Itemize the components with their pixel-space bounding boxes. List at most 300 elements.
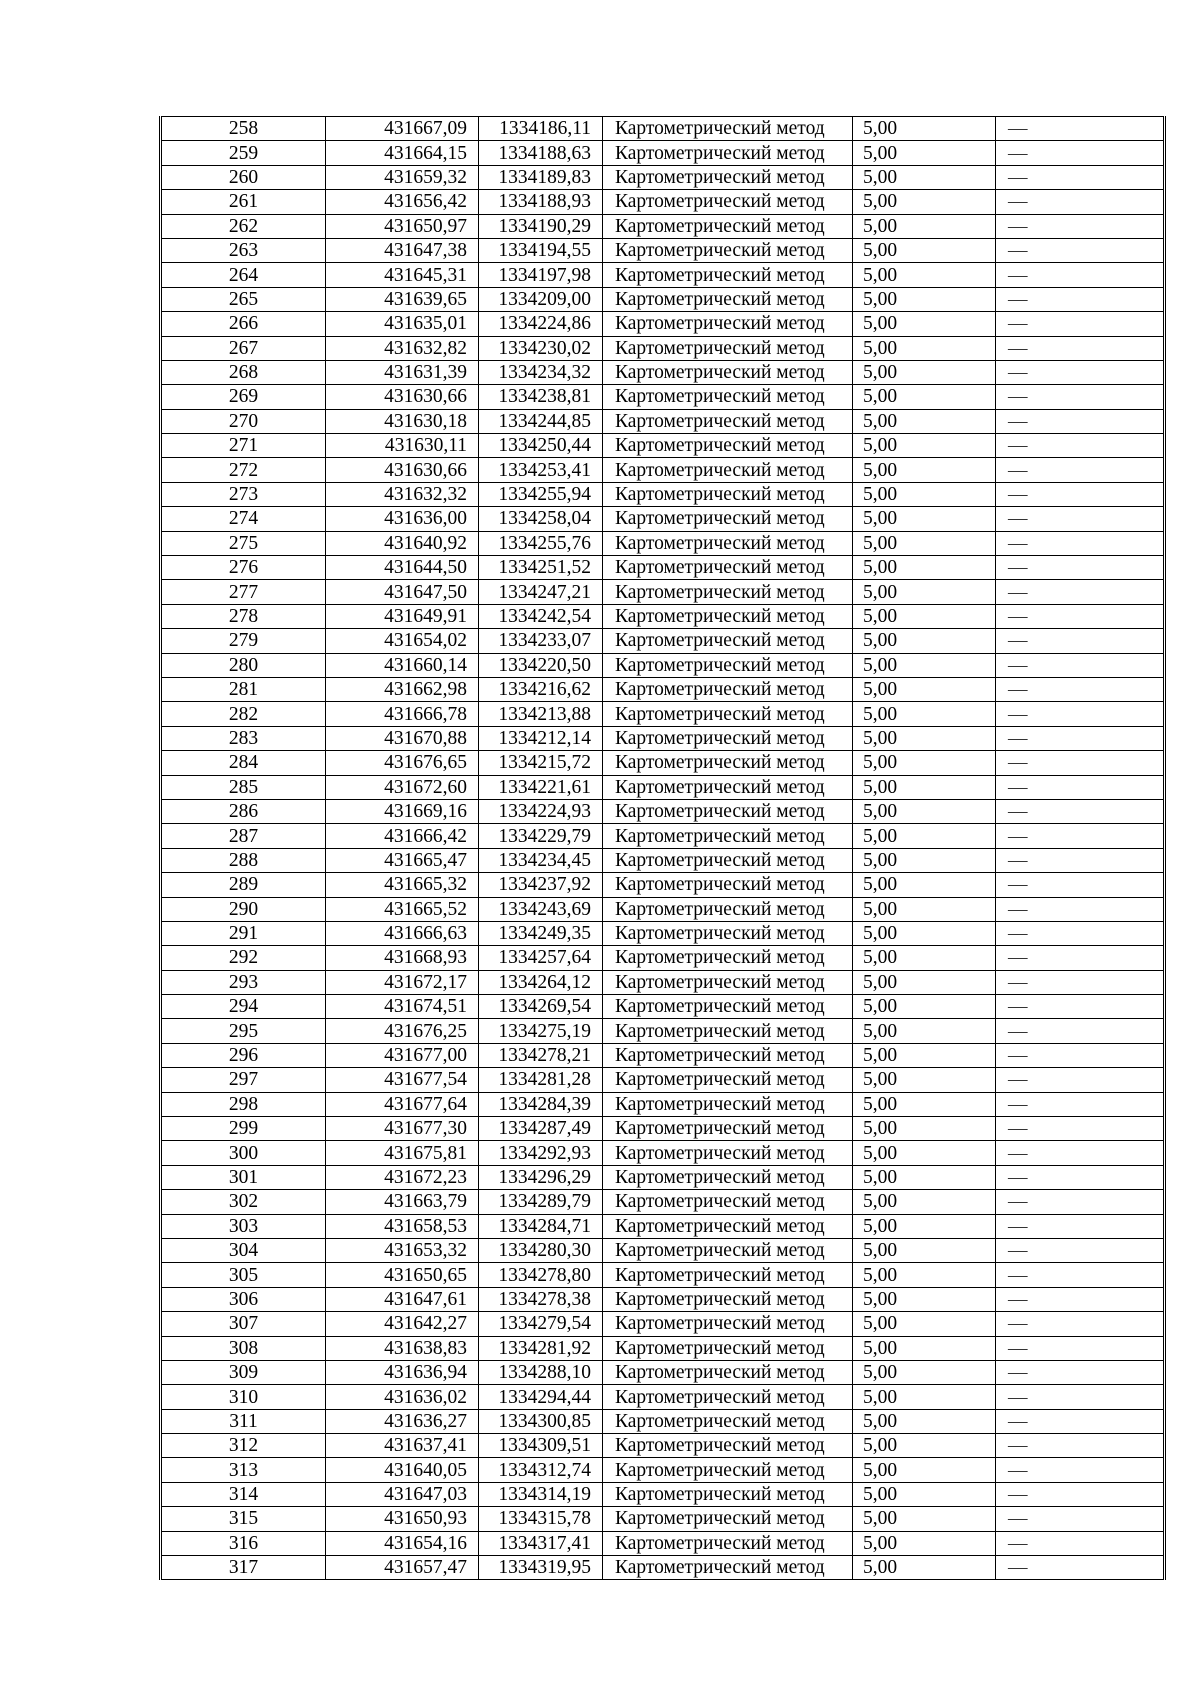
note-cell: — [996, 653, 1165, 677]
table-row [161, 458, 1165, 482]
note-cell: — [996, 1165, 1165, 1189]
y-coordinate-cell: 1334216,62 [479, 677, 603, 701]
accuracy-cell: 5,00 [853, 1287, 996, 1311]
note-cell: — [996, 1312, 1165, 1336]
x-coordinate-cell: 431630,18 [326, 409, 479, 433]
note-cell: — [996, 946, 1165, 970]
method-cell: Картометрический метод [603, 238, 853, 262]
x-coordinate-cell: 431665,47 [326, 848, 479, 872]
accuracy-cell: 5,00 [853, 117, 996, 141]
y-coordinate-cell: 1334249,35 [479, 921, 603, 945]
point-number-cell: 306 [161, 1287, 326, 1311]
point-number-cell: 311 [161, 1409, 326, 1433]
method-cell: Картометрический метод [603, 263, 853, 287]
x-coordinate-cell: 431654,16 [326, 1531, 479, 1555]
note-cell: — [996, 1458, 1165, 1482]
note-cell: — [996, 1141, 1165, 1165]
x-coordinate-cell: 431649,91 [326, 604, 479, 628]
y-coordinate-cell: 1334309,51 [479, 1434, 603, 1458]
x-coordinate-cell: 431636,00 [326, 507, 479, 531]
accuracy-cell: 5,00 [853, 1043, 996, 1067]
table-row [161, 263, 1165, 287]
method-cell: Картометрический метод [603, 629, 853, 653]
method-cell: Картометрический метод [603, 751, 853, 775]
table-row [161, 921, 1165, 945]
note-cell: — [996, 385, 1165, 409]
accuracy-cell: 5,00 [853, 995, 996, 1019]
accuracy-cell: 5,00 [853, 775, 996, 799]
accuracy-cell: 5,00 [853, 1190, 996, 1214]
method-cell: Картометрический метод [603, 824, 853, 848]
accuracy-cell: 5,00 [853, 165, 996, 189]
accuracy-cell: 5,00 [853, 1556, 996, 1580]
point-number-cell: 317 [161, 1556, 326, 1580]
method-cell: Картометрический метод [603, 1141, 853, 1165]
method-cell: Картометрический метод [603, 1556, 853, 1580]
point-number-cell: 292 [161, 946, 326, 970]
method-cell: Картометрический метод [603, 336, 853, 360]
y-coordinate-cell: 1334247,21 [479, 580, 603, 604]
y-coordinate-cell: 1334215,72 [479, 751, 603, 775]
y-coordinate-cell: 1334233,07 [479, 629, 603, 653]
method-cell: Картометрический метод [603, 434, 853, 458]
accuracy-cell: 5,00 [853, 799, 996, 823]
point-number-cell: 266 [161, 312, 326, 336]
y-coordinate-cell: 1334250,44 [479, 434, 603, 458]
note-cell: — [996, 1092, 1165, 1116]
note-cell: — [996, 702, 1165, 726]
accuracy-cell: 5,00 [853, 458, 996, 482]
note-cell: — [996, 190, 1165, 214]
method-cell: Картометрический метод [603, 775, 853, 799]
x-coordinate-cell: 431636,94 [326, 1360, 479, 1384]
point-number-cell: 285 [161, 775, 326, 799]
point-number-cell: 304 [161, 1238, 326, 1262]
accuracy-cell: 5,00 [853, 360, 996, 384]
table-row [161, 385, 1165, 409]
method-cell: Картометрический метод [603, 1019, 853, 1043]
y-coordinate-cell: 1334312,74 [479, 1458, 603, 1482]
table-row [161, 360, 1165, 384]
accuracy-cell: 5,00 [853, 1092, 996, 1116]
accuracy-cell: 5,00 [853, 238, 996, 262]
y-coordinate-cell: 1334292,93 [479, 1141, 603, 1165]
accuracy-cell: 5,00 [853, 873, 996, 897]
point-number-cell: 265 [161, 287, 326, 311]
note-cell: — [996, 1482, 1165, 1506]
point-number-cell: 258 [161, 117, 326, 141]
point-number-cell: 264 [161, 263, 326, 287]
accuracy-cell: 5,00 [853, 580, 996, 604]
y-coordinate-cell: 1334242,54 [479, 604, 603, 628]
table-row [161, 336, 1165, 360]
point-number-cell: 267 [161, 336, 326, 360]
point-number-cell: 259 [161, 141, 326, 165]
method-cell: Картометрический метод [603, 897, 853, 921]
y-coordinate-cell: 1334255,94 [479, 482, 603, 506]
y-coordinate-cell: 1334257,64 [479, 946, 603, 970]
note-cell: — [996, 1190, 1165, 1214]
method-cell: Картометрический метод [603, 1409, 853, 1433]
table-row [161, 1190, 1165, 1214]
accuracy-cell: 5,00 [853, 677, 996, 701]
x-coordinate-cell: 431656,42 [326, 190, 479, 214]
note-cell: — [996, 1336, 1165, 1360]
y-coordinate-cell: 1334296,29 [479, 1165, 603, 1189]
method-cell: Картометрический метод [603, 799, 853, 823]
point-number-cell: 293 [161, 970, 326, 994]
y-coordinate-cell: 1334188,63 [479, 141, 603, 165]
table-row [161, 1507, 1165, 1531]
x-coordinate-cell: 431676,65 [326, 751, 479, 775]
method-cell: Картометрический метод [603, 531, 853, 555]
y-coordinate-cell: 1334294,44 [479, 1385, 603, 1409]
table-row [161, 751, 1165, 775]
accuracy-cell: 5,00 [853, 702, 996, 726]
accuracy-cell: 5,00 [853, 312, 996, 336]
point-number-cell: 260 [161, 165, 326, 189]
y-coordinate-cell: 1334224,86 [479, 312, 603, 336]
method-cell: Картометрический метод [603, 1287, 853, 1311]
table-row [161, 214, 1165, 238]
note-cell: — [996, 1531, 1165, 1555]
note-cell: — [996, 141, 1165, 165]
note-cell: — [996, 507, 1165, 531]
point-number-cell: 297 [161, 1068, 326, 1092]
x-coordinate-cell: 431667,09 [326, 117, 479, 141]
accuracy-cell: 5,00 [853, 726, 996, 750]
x-coordinate-cell: 431668,93 [326, 946, 479, 970]
method-cell: Картометрический метод [603, 141, 853, 165]
accuracy-cell: 5,00 [853, 897, 996, 921]
x-coordinate-cell: 431645,31 [326, 263, 479, 287]
point-number-cell: 281 [161, 677, 326, 701]
note-cell: — [996, 1263, 1165, 1287]
method-cell: Картометрический метод [603, 580, 853, 604]
x-coordinate-cell: 431664,15 [326, 141, 479, 165]
note-cell: — [996, 214, 1165, 238]
method-cell: Картометрический метод [603, 921, 853, 945]
accuracy-cell: 5,00 [853, 970, 996, 994]
y-coordinate-cell: 1334315,78 [479, 1507, 603, 1531]
note-cell: — [996, 580, 1165, 604]
x-coordinate-cell: 431677,30 [326, 1117, 479, 1141]
point-number-cell: 284 [161, 751, 326, 775]
y-coordinate-cell: 1334234,32 [479, 360, 603, 384]
accuracy-cell: 5,00 [853, 1531, 996, 1555]
coordinates-table [159, 116, 1166, 1580]
note-cell: — [996, 897, 1165, 921]
table-row [161, 507, 1165, 531]
x-coordinate-cell: 431670,88 [326, 726, 479, 750]
point-number-cell: 289 [161, 873, 326, 897]
accuracy-cell: 5,00 [853, 824, 996, 848]
x-coordinate-cell: 431662,98 [326, 677, 479, 701]
point-number-cell: 302 [161, 1190, 326, 1214]
accuracy-cell: 5,00 [853, 604, 996, 628]
method-cell: Картометрический метод [603, 995, 853, 1019]
y-coordinate-cell: 1334186,11 [479, 117, 603, 141]
x-coordinate-cell: 431636,27 [326, 1409, 479, 1433]
y-coordinate-cell: 1334224,93 [479, 799, 603, 823]
x-coordinate-cell: 431640,05 [326, 1458, 479, 1482]
point-number-cell: 276 [161, 556, 326, 580]
table-row [161, 287, 1165, 311]
note-cell: — [996, 1043, 1165, 1067]
y-coordinate-cell: 1334220,50 [479, 653, 603, 677]
method-cell: Картометрический метод [603, 117, 853, 141]
point-number-cell: 310 [161, 1385, 326, 1409]
method-cell: Картометрический метод [603, 1092, 853, 1116]
x-coordinate-cell: 431640,92 [326, 531, 479, 555]
point-number-cell: 263 [161, 238, 326, 262]
point-number-cell: 275 [161, 531, 326, 555]
table-row [161, 1409, 1165, 1433]
point-number-cell: 316 [161, 1531, 326, 1555]
x-coordinate-cell: 431632,82 [326, 336, 479, 360]
x-coordinate-cell: 431650,97 [326, 214, 479, 238]
method-cell: Картометрический метод [603, 946, 853, 970]
table-row [161, 604, 1165, 628]
x-coordinate-cell: 431631,39 [326, 360, 479, 384]
x-coordinate-cell: 431666,78 [326, 702, 479, 726]
table-row [161, 1385, 1165, 1409]
point-number-cell: 280 [161, 653, 326, 677]
note-cell: — [996, 1507, 1165, 1531]
point-number-cell: 290 [161, 897, 326, 921]
x-coordinate-cell: 431658,53 [326, 1214, 479, 1238]
method-cell: Картометрический метод [603, 1360, 853, 1384]
method-cell: Картометрический метод [603, 702, 853, 726]
note-cell: — [996, 604, 1165, 628]
point-number-cell: 299 [161, 1117, 326, 1141]
table-row [161, 726, 1165, 750]
accuracy-cell: 5,00 [853, 141, 996, 165]
method-cell: Картометрический метод [603, 1068, 853, 1092]
accuracy-cell: 5,00 [853, 385, 996, 409]
x-coordinate-cell: 431642,27 [326, 1312, 479, 1336]
point-number-cell: 271 [161, 434, 326, 458]
table-row [161, 312, 1165, 336]
accuracy-cell: 5,00 [853, 556, 996, 580]
method-cell: Картометрический метод [603, 848, 853, 872]
method-cell: Картометрический метод [603, 482, 853, 506]
y-coordinate-cell: 1334281,92 [479, 1336, 603, 1360]
x-coordinate-cell: 431677,64 [326, 1092, 479, 1116]
point-number-cell: 268 [161, 360, 326, 384]
point-number-cell: 313 [161, 1458, 326, 1482]
table-row [161, 1238, 1165, 1262]
table-row [161, 117, 1165, 141]
x-coordinate-cell: 431665,52 [326, 897, 479, 921]
note-cell: — [996, 775, 1165, 799]
y-coordinate-cell: 1334209,00 [479, 287, 603, 311]
table-row [161, 1092, 1165, 1116]
note-cell: — [996, 848, 1165, 872]
x-coordinate-cell: 431647,38 [326, 238, 479, 262]
point-number-cell: 308 [161, 1336, 326, 1360]
y-coordinate-cell: 1334255,76 [479, 531, 603, 555]
accuracy-cell: 5,00 [853, 921, 996, 945]
y-coordinate-cell: 1334213,88 [479, 702, 603, 726]
note-cell: — [996, 287, 1165, 311]
point-number-cell: 283 [161, 726, 326, 750]
y-coordinate-cell: 1334281,28 [479, 1068, 603, 1092]
accuracy-cell: 5,00 [853, 531, 996, 555]
y-coordinate-cell: 1334317,41 [479, 1531, 603, 1555]
x-coordinate-cell: 431647,03 [326, 1482, 479, 1506]
note-cell: — [996, 1068, 1165, 1092]
note-cell: — [996, 238, 1165, 262]
x-coordinate-cell: 431657,47 [326, 1556, 479, 1580]
table-row [161, 531, 1165, 555]
point-number-cell: 282 [161, 702, 326, 726]
accuracy-cell: 5,00 [853, 1263, 996, 1287]
table-row [161, 1531, 1165, 1555]
y-coordinate-cell: 1334278,21 [479, 1043, 603, 1067]
note-cell: — [996, 165, 1165, 189]
table-row [161, 824, 1165, 848]
method-cell: Картометрический метод [603, 1482, 853, 1506]
x-coordinate-cell: 431630,66 [326, 458, 479, 482]
note-cell: — [996, 873, 1165, 897]
point-number-cell: 261 [161, 190, 326, 214]
note-cell: — [996, 1385, 1165, 1409]
method-cell: Картометрический метод [603, 1214, 853, 1238]
method-cell: Картометрический метод [603, 653, 853, 677]
method-cell: Картометрический метод [603, 312, 853, 336]
y-coordinate-cell: 1334194,55 [479, 238, 603, 262]
method-cell: Картометрический метод [603, 1434, 853, 1458]
note-cell: — [996, 921, 1165, 945]
note-cell: — [996, 458, 1165, 482]
note-cell: — [996, 1360, 1165, 1384]
method-cell: Картометрический метод [603, 604, 853, 628]
point-number-cell: 279 [161, 629, 326, 653]
note-cell: — [996, 629, 1165, 653]
y-coordinate-cell: 1334212,14 [479, 726, 603, 750]
accuracy-cell: 5,00 [853, 1117, 996, 1141]
x-coordinate-cell: 431672,17 [326, 970, 479, 994]
table-row [161, 409, 1165, 433]
note-cell: — [996, 556, 1165, 580]
x-coordinate-cell: 431659,32 [326, 165, 479, 189]
table-row [161, 165, 1165, 189]
note-cell: — [996, 1019, 1165, 1043]
x-coordinate-cell: 431632,32 [326, 482, 479, 506]
accuracy-cell: 5,00 [853, 1312, 996, 1336]
method-cell: Картометрический метод [603, 1117, 853, 1141]
method-cell: Картометрический метод [603, 1385, 853, 1409]
y-coordinate-cell: 1334229,79 [479, 824, 603, 848]
x-coordinate-cell: 431663,79 [326, 1190, 479, 1214]
y-coordinate-cell: 1334284,39 [479, 1092, 603, 1116]
note-cell: — [996, 970, 1165, 994]
note-cell: — [996, 312, 1165, 336]
point-number-cell: 300 [161, 1141, 326, 1165]
x-coordinate-cell: 431654,02 [326, 629, 479, 653]
y-coordinate-cell: 1334189,83 [479, 165, 603, 189]
x-coordinate-cell: 431665,32 [326, 873, 479, 897]
x-coordinate-cell: 431677,54 [326, 1068, 479, 1092]
x-coordinate-cell: 431660,14 [326, 653, 479, 677]
table-row [161, 995, 1165, 1019]
table-row [161, 1556, 1165, 1580]
table-row [161, 1458, 1165, 1482]
accuracy-cell: 5,00 [853, 214, 996, 238]
method-cell: Картометрический метод [603, 409, 853, 433]
y-coordinate-cell: 1334258,04 [479, 507, 603, 531]
table-row [161, 775, 1165, 799]
point-number-cell: 291 [161, 921, 326, 945]
table-row [161, 556, 1165, 580]
x-coordinate-cell: 431666,63 [326, 921, 479, 945]
point-number-cell: 262 [161, 214, 326, 238]
note-cell: — [996, 1434, 1165, 1458]
method-cell: Картометрический метод [603, 287, 853, 311]
table-row [161, 1360, 1165, 1384]
method-cell: Картометрический метод [603, 677, 853, 701]
note-cell: — [996, 360, 1165, 384]
note-cell: — [996, 1117, 1165, 1141]
accuracy-cell: 5,00 [853, 1458, 996, 1482]
accuracy-cell: 5,00 [853, 190, 996, 214]
table-row [161, 190, 1165, 214]
table-row [161, 1068, 1165, 1092]
x-coordinate-cell: 431636,02 [326, 1385, 479, 1409]
x-coordinate-cell: 431675,81 [326, 1141, 479, 1165]
point-number-cell: 305 [161, 1263, 326, 1287]
point-number-cell: 315 [161, 1507, 326, 1531]
x-coordinate-cell: 431647,50 [326, 580, 479, 604]
note-cell: — [996, 336, 1165, 360]
table-row [161, 580, 1165, 604]
note-cell: — [996, 434, 1165, 458]
note-cell: — [996, 1287, 1165, 1311]
x-coordinate-cell: 431637,41 [326, 1434, 479, 1458]
method-cell: Картометрический метод [603, 1507, 853, 1531]
x-coordinate-cell: 431630,11 [326, 434, 479, 458]
y-coordinate-cell: 1334314,19 [479, 1482, 603, 1506]
method-cell: Картометрический метод [603, 1238, 853, 1262]
method-cell: Картометрический метод [603, 1531, 853, 1555]
note-cell: — [996, 1214, 1165, 1238]
method-cell: Картометрический метод [603, 1336, 853, 1360]
point-number-cell: 274 [161, 507, 326, 531]
table-row [161, 1482, 1165, 1506]
note-cell: — [996, 995, 1165, 1019]
method-cell: Картометрический метод [603, 726, 853, 750]
accuracy-cell: 5,00 [853, 336, 996, 360]
coordinates-table-body [161, 117, 1165, 1580]
point-number-cell: 301 [161, 1165, 326, 1189]
accuracy-cell: 5,00 [853, 653, 996, 677]
point-number-cell: 270 [161, 409, 326, 433]
x-coordinate-cell: 431653,32 [326, 1238, 479, 1262]
accuracy-cell: 5,00 [853, 1019, 996, 1043]
note-cell: — [996, 482, 1165, 506]
point-number-cell: 307 [161, 1312, 326, 1336]
method-cell: Картометрический метод [603, 507, 853, 531]
table-row [161, 897, 1165, 921]
y-coordinate-cell: 1334280,30 [479, 1238, 603, 1262]
point-number-cell: 286 [161, 799, 326, 823]
note-cell: — [996, 1238, 1165, 1262]
accuracy-cell: 5,00 [853, 1360, 996, 1384]
method-cell: Картометрический метод [603, 873, 853, 897]
table-row [161, 238, 1165, 262]
x-coordinate-cell: 431672,60 [326, 775, 479, 799]
